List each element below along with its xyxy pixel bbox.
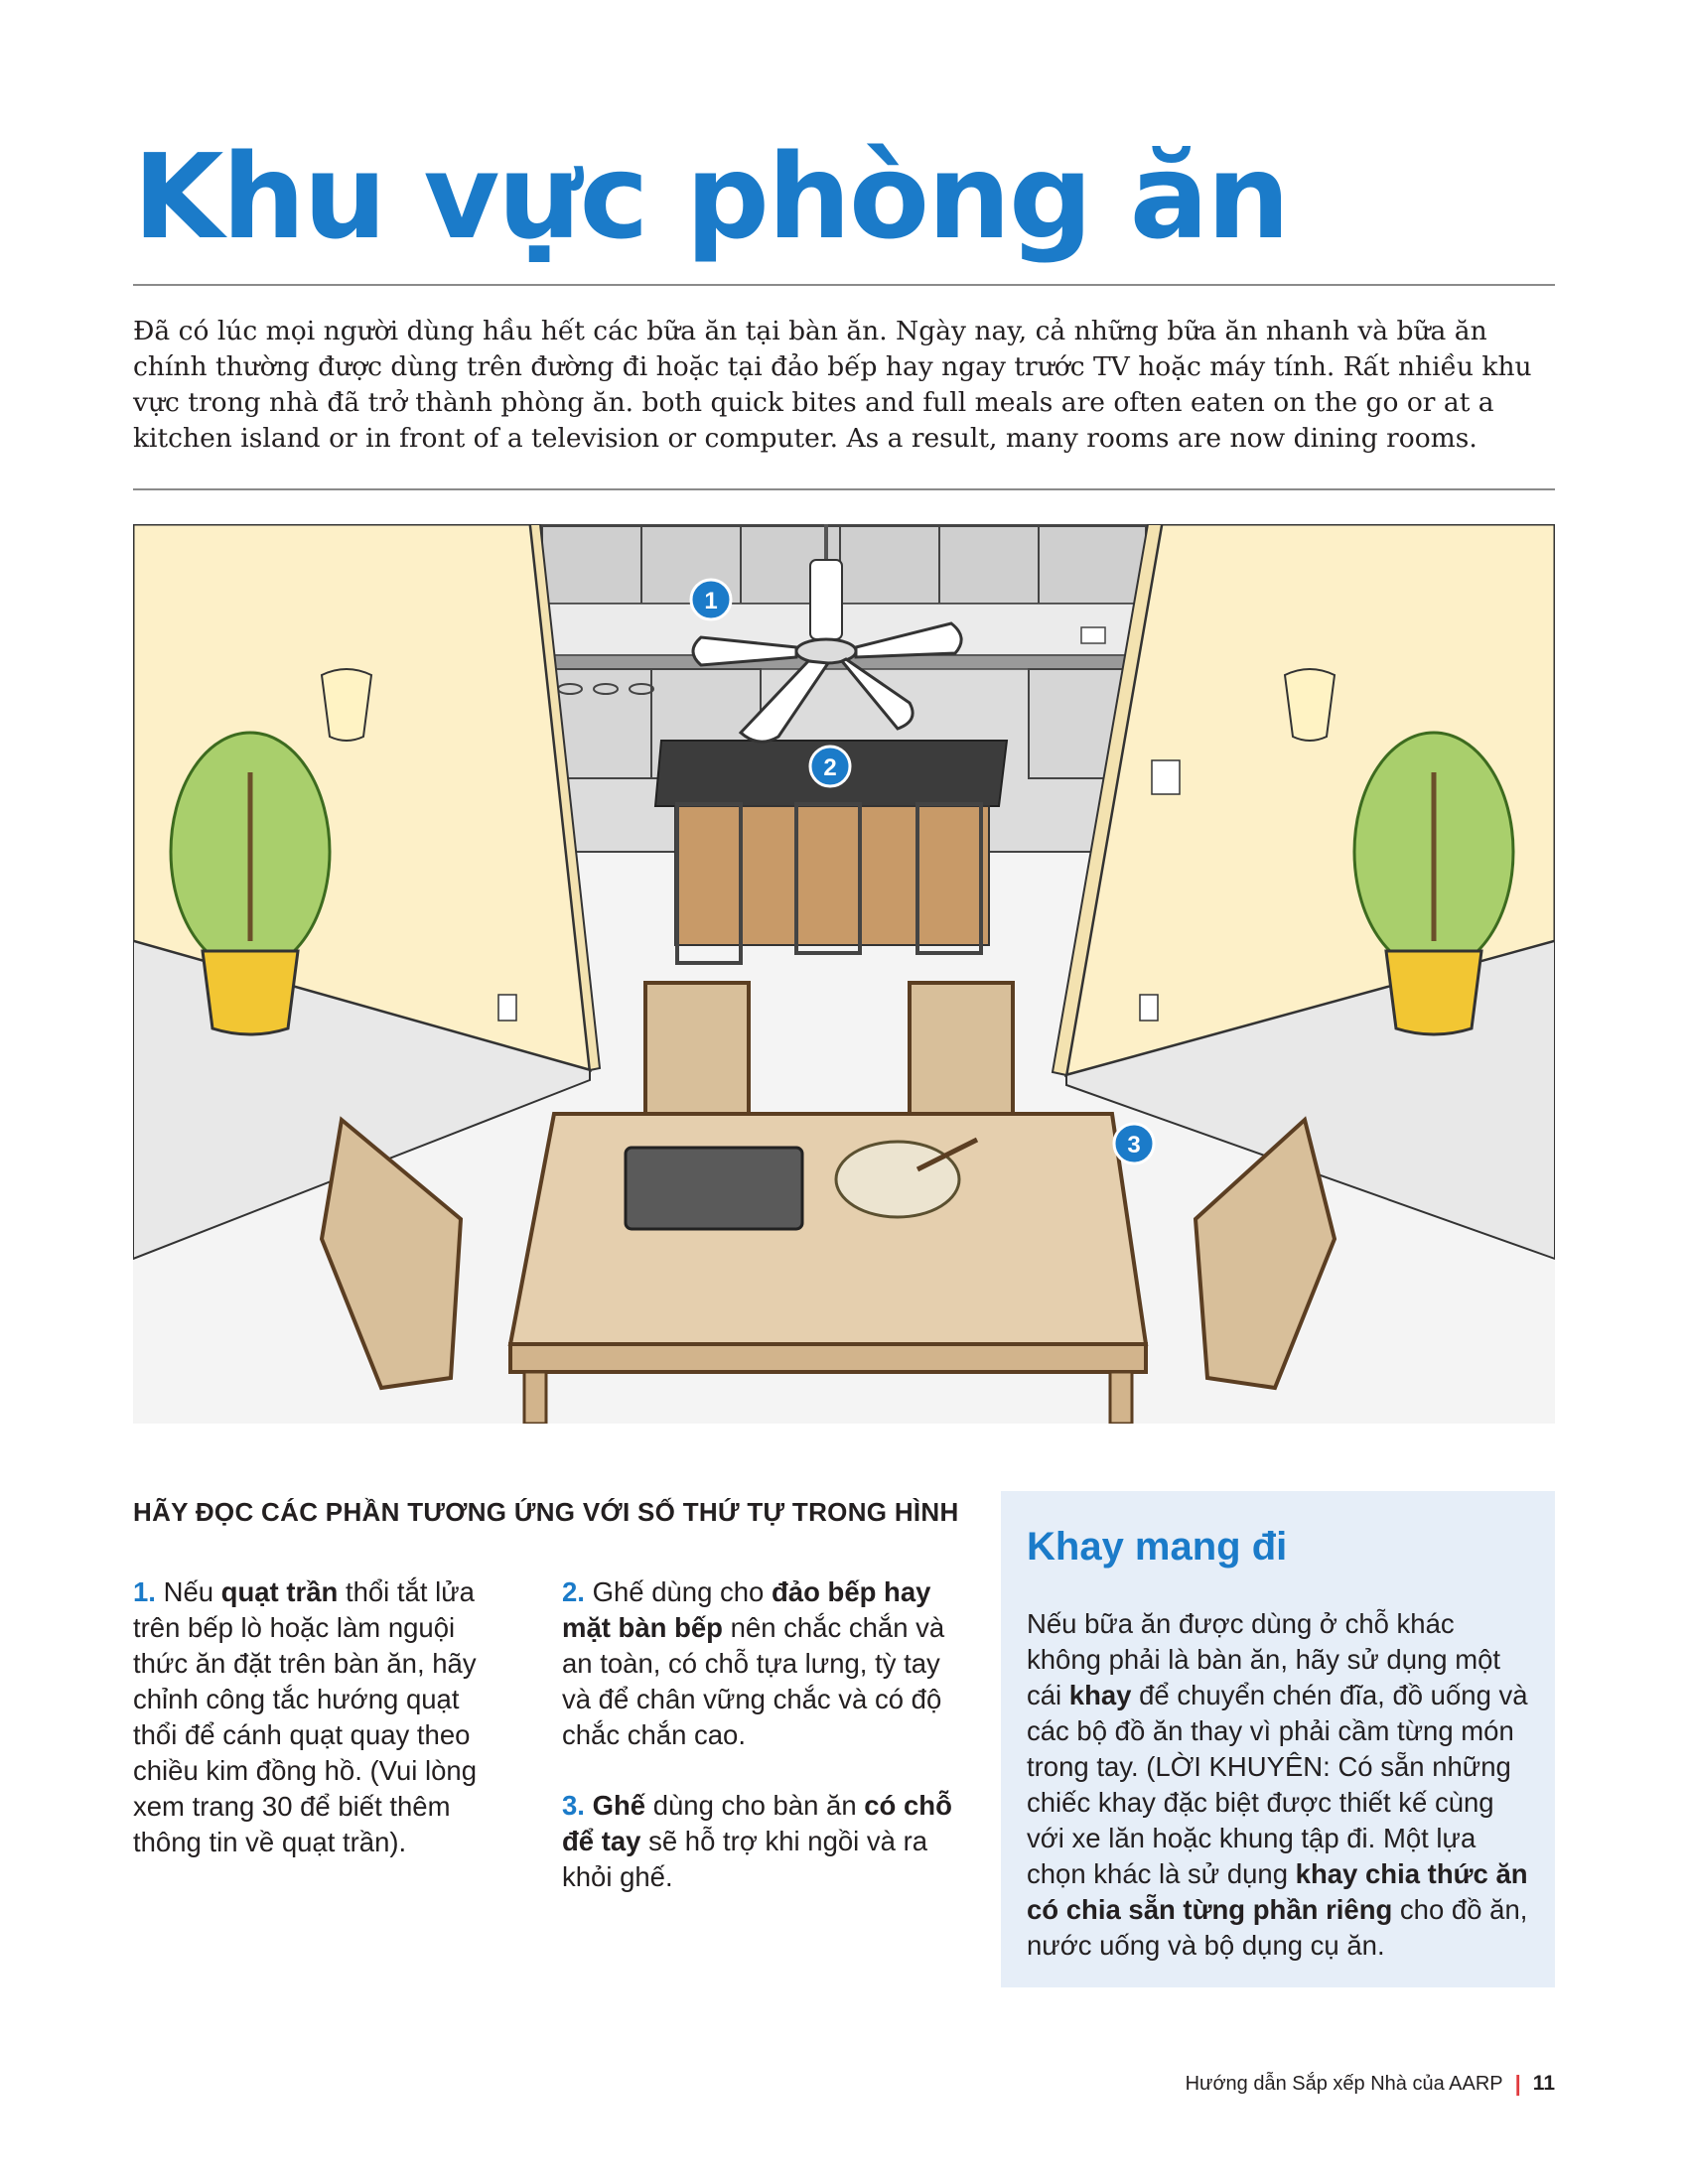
tip-2-bold: đảo bếp hay mặt bàn bếp (562, 1576, 931, 1643)
tip-2-number: 2. (562, 1576, 585, 1607)
intro-paragraph: Đã có lúc mọi người dùng hầu hết các bữa ăn tại bàn ăn. Ngày nay, cả những bữa ăn nhanh và bữa ăn chính thường được dùng trên đường đi hoặc tại đảo bếp hay ngay trước TV hoặc máy tính. Rất nhiều khu vực trong nhà đã trở thành phòng ăn. both quick bites and full meals are often eaten on the go or at a kitchen island or in front of a television or computer. As a result, many rooms are now dining rooms. (133, 316, 1532, 454)
page-number: 11 (1532, 2072, 1555, 2095)
marker-2 (810, 747, 850, 786)
tip-3-number: 3. (562, 1790, 585, 1821)
sidebar-heading: Khay mang đi (1027, 1525, 1288, 1569)
tip-3-text-a (585, 1790, 593, 1821)
footer-text: Hướng dẫn Sắp xếp Nhà của AARP (1185, 2072, 1503, 2095)
marker-2-label: 2 (823, 754, 837, 781)
upper-cabinets (542, 526, 1146, 604)
page-footer (1186, 2071, 1555, 2097)
tip-1-text-a: Nếu (155, 1576, 221, 1607)
marker-3-label: 3 (1127, 1132, 1141, 1159)
sidebar-text-a: Nếu bữa ăn được dùng ở chỗ khác không phải là bàn ăn, hãy sử dụng một cái (1027, 1608, 1501, 1710)
dining-room-illustration (133, 524, 1555, 1424)
tip-3-bold: Ghế (592, 1790, 646, 1821)
tip-3-bold-2: có chỗ để tay (562, 1790, 952, 1856)
sidebar-bold-1: khay (1068, 1680, 1132, 1710)
sidebar-text-b: để chuyển chén đĩa, đồ uống và các bộ đồ ăn thay vì phải cầm từng món trong tay. (LỜI KHUYÊN: Có sẵn những chiếc khay đặc biệt được thiết kế cùng với xe lăn hoặc khung tập đi. Một lựa chọn khác là sử dụng (1027, 1680, 1528, 1889)
cookie-tray-icon (626, 1148, 802, 1229)
tip-3-text-b: dùng cho bàn ăn (645, 1790, 865, 1821)
tip-3-text-c: sẽ hỗ trợ khi ngồi và ra khỏi ghế. (562, 1826, 928, 1892)
tips-column-left (133, 1574, 500, 1895)
tip-1 (133, 1574, 500, 1860)
tip-1-text-b: thổi tắt lửa trên bếp lò hoặc làm nguội thức ăn đặt trên bàn ăn, hãy chỉnh công tắc hướng quạt thổi để cánh quạt quay theo chiều kim đồng hồ. (Vui lòng xem trang 30 để biết thêm thông tin về quạt trần). (133, 1576, 477, 1857)
sidebar-box (1001, 1491, 1555, 1987)
sidebar-text-c: cho đồ ăn, nước uống và bộ dụng cụ ăn. (1027, 1894, 1528, 1961)
tip-1-bold: quạt trần (220, 1576, 339, 1607)
sidebar-text (1027, 1606, 1529, 1964)
page-title: Khu vực phòng ăn (133, 128, 1289, 265)
wall-outlet-icon (1081, 627, 1105, 643)
intro-divider (133, 488, 1555, 490)
footer-separator: | (1514, 2071, 1521, 2096)
tip-3 (562, 1788, 959, 1895)
title-divider (133, 284, 1555, 286)
marker-1-label: 1 (704, 588, 718, 614)
marker-1 (691, 580, 731, 619)
marker-3 (1114, 1124, 1154, 1163)
tip-2 (562, 1574, 959, 1753)
tip-1-number: 1. (133, 1576, 156, 1607)
tips-column-middle (562, 1574, 959, 1930)
tip-2-text-b: nên chắc chắn và an toàn, có chỗ tựa lưng, tỳ tay và để chân vững chắc và có độ chắc chắn cao. (562, 1612, 945, 1750)
tip-2-text-a: Ghế dùng cho (584, 1576, 772, 1607)
section-heading: HÃY ĐỌC CÁC PHẦN TƯƠNG ỨNG VỚI SỐ THỨ TỰ TRONG HÌNH (133, 1497, 959, 1527)
sidebar-bold-2: khay chia thức ăn có chia sẵn từng phần riêng (1027, 1858, 1528, 1925)
